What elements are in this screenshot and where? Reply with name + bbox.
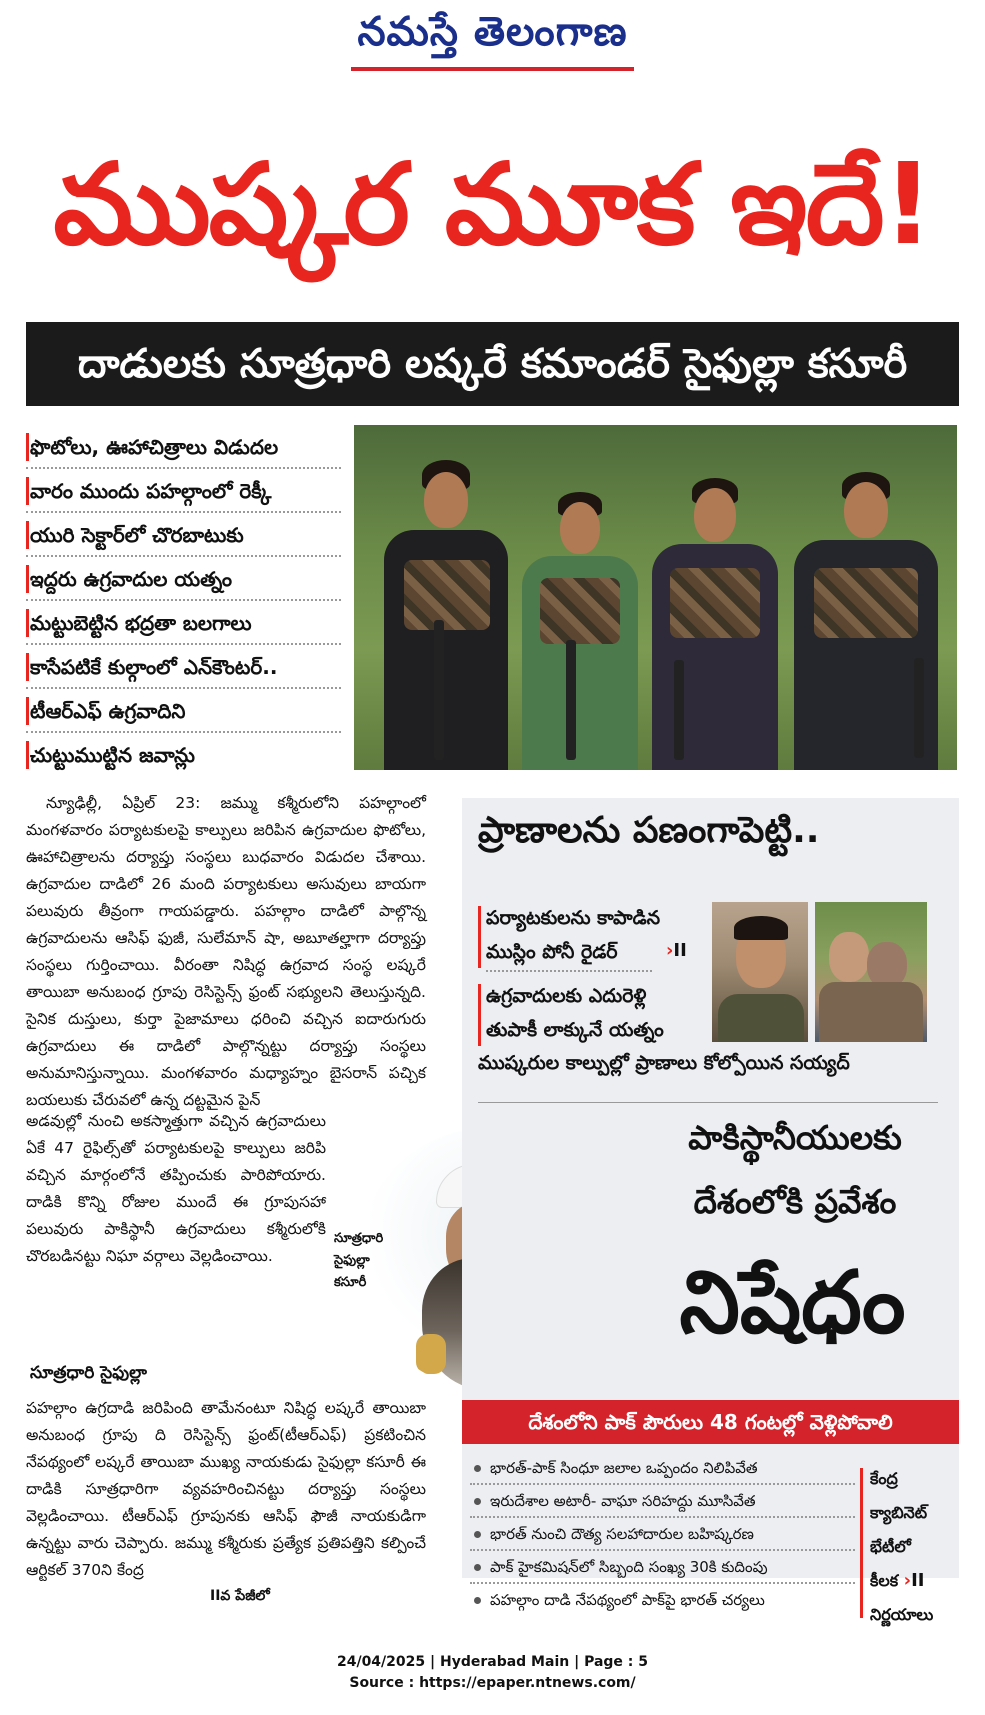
item-marker bbox=[478, 984, 481, 1046]
person-figure bbox=[784, 458, 944, 770]
divider bbox=[478, 1102, 938, 1103]
cabinet-label-line: భేటీలో bbox=[870, 1537, 911, 1556]
read-more-label: II bbox=[673, 940, 687, 961]
ban-headline-line2: దేశంలోకి ప్రవేశం bbox=[693, 1182, 897, 1221]
decision-item: ఇరుదేశాల అటారీ- వాఘా సరిహద్దు మూసివేత bbox=[470, 1485, 855, 1518]
shirt bbox=[718, 994, 804, 1042]
box1-item2-line2: తుపాకీ లాక్కునే యత్నం bbox=[486, 1019, 664, 1041]
cabinet-label-word: కీలక bbox=[870, 1571, 899, 1590]
box1-item2-line1: ఉగ్రవాదులకు ఎదురెళ్లి bbox=[486, 985, 647, 1007]
hair bbox=[734, 916, 788, 940]
microphone bbox=[416, 1334, 446, 1374]
decision-item: పహల్గాం దాడి నేపథ్యంలో పాక్‌పై భారత్ చర్యలు bbox=[470, 1584, 855, 1617]
article-body-continued bbox=[26, 1108, 326, 1270]
article-paragraph: న్యూఢిల్లీ, ఏప్రిల్ 23: జమ్ము కశ్మీరులోని పహల్గాంలో మంగళవారం పర్యాటకులపై కాల్పులు జరిపిన ఉగ్రవాదుల ఫొటోలు, ఊహాచిత్రాలను దర్యాప్తు సంస్థలు బుధవారం విడుదల చేశాయి. ఉగ్రవాదుల దాడిలో 26 మంది పర్యాటకులు అసువులు బాయగా పలువురు తీవ్రంగా గాయపడ్డారు. పహల్గాం దాడిలో పాల్గొన్న ఉగ్రవాదులను ఆసిఫ్ ఫుజీ, సులేమాన్ షా, అబూతల్హాగా దర్యాప్తు సంస్థలు గుర్తించాయి. వీరంతా నిషిద్ధ ఉగ్రవాద సంస్థ లష్కరే తాయిబా అనుబంధ గ్రూపు రెసిస్టెన్స్ ఫ్రంట్ సభ్యులని తెలుస్తున్నది. సైనిక దుస్తులు, కుర్తా పైజామాలు ధరించి వచ్చిన ఐదారుగురు ఉగ్రవాదులు ఈ దాడిలో పాల్గొన్నట్టు దర్యాప్తు సంస్థలు అనుమానిస్తున్నాయి. మంగళవారం మధ్యాహ్నం బైసరాన్ పచ్చిక బయలుకు చేరువలో ఉన్న దట్టమైన పైన్ bbox=[26, 794, 426, 1109]
ban-headline-line1: పాకిస్థానీయులకు bbox=[688, 1118, 902, 1157]
militants-photo bbox=[354, 425, 957, 770]
person-figure bbox=[644, 460, 784, 770]
decision-item: భారత్ నుంచి దౌత్య సలహాదారుల బహిష్కరణ bbox=[470, 1518, 855, 1551]
portrait-caption-line: కసూరీ bbox=[334, 1275, 367, 1290]
article-subheading: సూత్రధారి సైఫుల్లా bbox=[30, 1363, 147, 1383]
cabinet-label-line: కేంద్ర bbox=[870, 1469, 898, 1488]
read-more-label: II bbox=[911, 1570, 925, 1591]
cabinet-label bbox=[870, 1462, 955, 1632]
read-more-link[interactable]: ›II bbox=[666, 940, 687, 961]
highlight-item: టీఆర్‌ఎఫ్ ఉగ్రవాదిని bbox=[26, 689, 341, 733]
box1-item1-line1: పర్యాటకులను కాపాడిన bbox=[486, 907, 661, 929]
item-marker bbox=[478, 906, 481, 968]
continued-on-page[interactable]: IIవ పేజీలో bbox=[210, 1588, 270, 1604]
article-paragraph: అడవుల్లో నుంచి అకస్మాత్తుగా వచ్చిన ఉగ్రవాదులు ఏకే 47 రైఫిల్స్‌తో పర్యాటకులపై కాల్పులు జరిపి వచ్చిన మార్గంలోనే తప్పించుకు పారిపోయారు. దాడికి కొన్ని రోజుల ముందే ఈ గ్రూపుసహా పలువురు పాకిస్థానీ ఉగ్రవాదులు కశ్మీరులోకి చొరబడినట్టు నిఘా వర్గాలు వెల్లడించాయి. bbox=[26, 1112, 326, 1265]
person-figure bbox=[514, 470, 644, 770]
highlight-item: యురి సెక్టార్‌లో చొరబాటుకు bbox=[26, 513, 341, 557]
highlight-item: కాసేపటికే కుల్గాంలో ఎన్‌కౌంటర్.. bbox=[26, 645, 341, 689]
highlight-item: ఇద్దరు ఉగ్రవాదుల యత్నం bbox=[26, 557, 341, 601]
portrait-caption-line: సూత్రధారి bbox=[334, 1231, 384, 1246]
red-strip-headline: దేశంలోని పాక్ పౌరులు 48 గంటల్లో వెళ్లిపోవాలి bbox=[462, 1400, 959, 1444]
highlights-list bbox=[26, 425, 341, 777]
portrait-caption bbox=[334, 1228, 404, 1294]
cabinet-label-line: నిర్ణయాలు bbox=[870, 1605, 934, 1624]
decision-item: పాక్ హైకమిషన్‌లో సిబ్బంది సంఖ్య 30కి కుదింపు bbox=[470, 1551, 855, 1584]
item-marker bbox=[860, 1468, 863, 1618]
subheadline-bar: దాడులకు సూత్రధారి లష్కరే కమాండర్ సైఫుల్లా కసూరీ bbox=[26, 322, 959, 406]
decisions-list bbox=[470, 1452, 855, 1617]
read-more-link[interactable]: ›II bbox=[903, 1570, 925, 1591]
highlight-item: వారం ముందు పహల్గాంలో రెక్కీ bbox=[26, 469, 341, 513]
article-body-2 bbox=[26, 1395, 426, 1584]
highlight-item: మట్టుబెట్టిన భద్రతా బలగాలు bbox=[26, 601, 341, 645]
cabinet-label-line: క్యాబినెట్ bbox=[870, 1503, 928, 1522]
article-body bbox=[26, 790, 426, 1114]
highlight-item: చుట్టుముట్టిన జవాన్లు bbox=[26, 733, 341, 777]
box1-title: ప్రాణాలను పణంగాపెట్టి.. bbox=[478, 810, 820, 851]
portrait-caption-line: సైఫుల్లా bbox=[334, 1253, 370, 1268]
box1-item1-line2: ముస్లిం పోనీ రైడర్ bbox=[486, 934, 652, 972]
pony-rider-photo bbox=[712, 902, 808, 1042]
person-figure bbox=[829, 932, 869, 982]
masthead-title: నమస్తే తెలంగాణ bbox=[351, 8, 633, 71]
footer-source-link[interactable]: Source : https://epaper.ntnews.com/ bbox=[349, 1675, 636, 1691]
person-figure bbox=[374, 450, 514, 770]
box1-caption: ముష్కరుల కాల్పుల్లో ప్రాణాలు కోల్పోయిన సయ్యద్ bbox=[478, 1052, 850, 1074]
highlight-item: ఫొటోలు, ఊహాచిత్రాలు విడుదల bbox=[26, 425, 341, 469]
cabinet-label-line bbox=[870, 1564, 955, 1598]
main-headline: ముష్కర మూక ఇదే! bbox=[53, 140, 932, 270]
ban-headline-big: నిషేధం bbox=[679, 1253, 906, 1353]
grieving-family-photo bbox=[815, 902, 927, 1042]
masthead bbox=[0, 8, 985, 71]
clothing bbox=[819, 982, 923, 1042]
article-paragraph: పహల్గాం ఉగ్రదాడి జరిపింది తామేనంటూ నిషిద్ధ లష్కరే తాయిబా అనుబంధ గ్రూపు ది రెసిస్టెన్స్ ఫ్రంట్(టీఆర్‌ఎఫ్) ప్రకటించిన నేపథ్యంలో లష్కరే తాయిబా ముఖ్య నాయకుడు సైఫుల్లా కసూరీ ఈ దాడికి సూత్రధారిగా వ్యవహరించినట్టు దర్యాప్తు సంస్థలు వెల్లడించాయి. టీఆర్‌ఎఫ్ గ్రూపునకు ఆసిఫ్ ఫౌజీ నాయకుడిగా ఉన్నట్టు వారు చెప్పారు. జమ్ము కశ్మీరుకు ప్రత్యేక ప్రతిపత్తిని కల్పించే ఆర్టికల్ 370ని కేంద్ర bbox=[26, 1399, 426, 1579]
footer-date-edition: 24/04/2025 | Hyderabad Main | Page : 5 bbox=[336, 1654, 649, 1670]
decision-item: భారత్-పాక్ సింధూ జలాల ఒప్పందం నిలిపివేత bbox=[470, 1452, 855, 1485]
